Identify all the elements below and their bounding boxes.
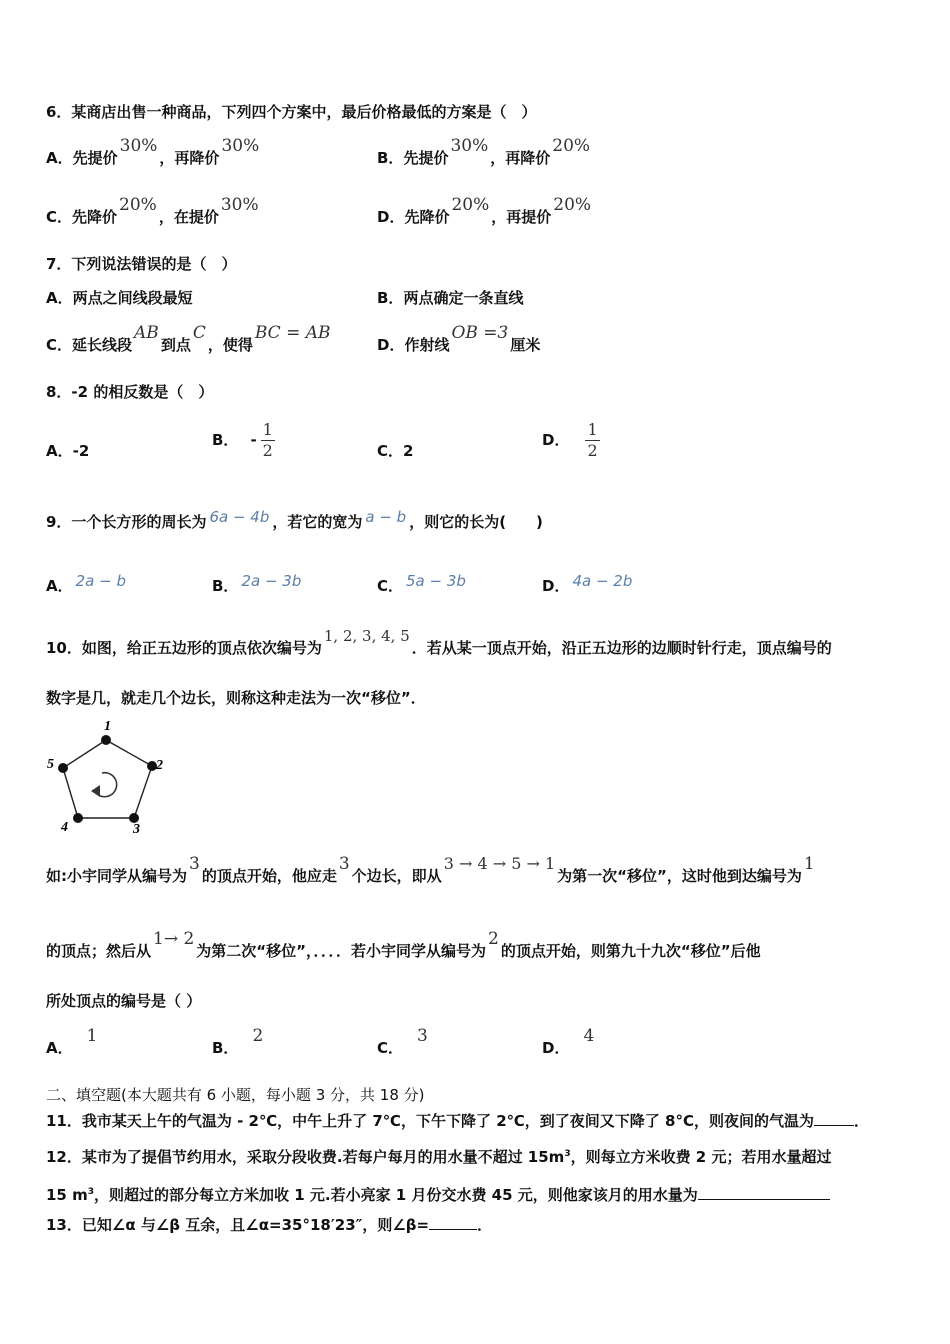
q10-option-d[interactable]: D．4 <box>542 1026 595 1057</box>
q9-option-a[interactable]: A． 2a − b <box>46 572 126 595</box>
q12-answer-blank[interactable] <box>698 1185 830 1200</box>
section-2-heading: 二、填空题(本大题共有 6 小题，每小题 3 分，共 18 分) <box>46 1086 425 1104</box>
vertex-5 <box>58 763 68 773</box>
q13: 13．已知∠α 与∠β 互余，且∠α=35°18′23″，则∠β= ． <box>46 1216 493 1234</box>
vertex-label-4: 4 <box>61 820 68 835</box>
q8-option-c[interactable]: C．2 <box>377 442 414 460</box>
pentagon-figure <box>44 715 174 840</box>
q8-option-b[interactable]: B． - $\frac{1}{2}$ <box>212 420 273 460</box>
pentagon-outline <box>63 740 152 818</box>
q7-option-d[interactable]: D．作射线OB =3厘米 <box>377 323 541 354</box>
q9-stem: 9．一个长方形的周长为 6a − 4b ，若它的宽为 a − b ，则它的长为( ) <box>46 508 543 531</box>
vertex-label-5: 5 <box>47 757 54 772</box>
q12-line-2: 15 $m^3$，则超过的部分每立方米加收 1 元.若小亮家 1 月份交水费 45 元，则他家该月的用水量为 <box>46 1182 830 1205</box>
q10-paragraph-5: 所处顶点的编号是（ ） <box>46 992 202 1010</box>
q7-option-a[interactable]: A．两点之间线段最短 <box>46 289 193 307</box>
q10-paragraph-3: 如:小宇同学从编号为3的顶点开始，他应走3个边长，即从3 → 4 → 5 → 1为第一次“移位”，这时他到达编号为1 <box>46 854 815 885</box>
q8-stem: 8．-2 的相反数是（ ） <box>46 383 214 401</box>
q10-paragraph-1: 10．如图，给正五边形的顶点依次编号为1, 2, 3, 4, 5．若从某一顶点开始，沿正五边形的边顺时针行走，顶点编号的 <box>46 627 832 657</box>
vertex-4 <box>73 813 83 823</box>
q9-option-c[interactable]: C． 5a − 3b <box>377 572 466 595</box>
q6-option-c[interactable]: C．先降价20%，在提价30% <box>46 195 259 226</box>
arrowhead-icon <box>91 785 100 797</box>
q6-option-a[interactable]: A．先提价30%，再降价30% <box>46 136 260 167</box>
vertex-label-1: 1 <box>104 719 111 734</box>
q12-line-1: 12．某市为了提倡节约用水，采取分段收费.若每户每月的用水量不超过 $15m^3$，则每立方米收费 2 元；若用水量超过 <box>46 1148 832 1166</box>
q10-option-b[interactable]: B．2 <box>212 1026 264 1057</box>
q9-option-d[interactable]: D． 4a − 2b <box>542 572 633 595</box>
q7-option-c[interactable]: C．延长线段AB到点C，使得BC = AB <box>46 323 331 354</box>
vertex-1 <box>101 735 111 745</box>
q10-option-c[interactable]: C．3 <box>377 1026 428 1057</box>
q8-option-a[interactable]: A．-2 <box>46 442 90 460</box>
q10-paragraph-2: 数字是几，就走几个边长，则称这种走法为一次“移位”． <box>46 689 426 707</box>
q6-option-d[interactable]: D．先降价20%，再提价20% <box>377 195 592 226</box>
fraction: $\frac{1}{2}$ <box>262 420 273 460</box>
fraction: $\frac{1}{2}$ <box>587 420 598 460</box>
q11: 11．我市某天上午的气温为 - 2℃，中午上升了 7℃，下午下降了 2℃，到了夜间又下降了 8°C，则夜间的气温为 ． <box>46 1112 869 1130</box>
q7-option-b[interactable]: B．两点确定一条直线 <box>377 289 524 307</box>
q7-stem: 7．下列说法错误的是（ ） <box>46 255 237 273</box>
vertex-label-3: 3 <box>133 822 140 837</box>
q10-option-a[interactable]: A．1 <box>46 1026 98 1057</box>
q6-stem: 6．某商店出售一种商品，下列四个方案中，最后价格最低的方案是（ ） <box>46 103 537 121</box>
q9-option-b[interactable]: B． 2a − 3b <box>212 572 302 595</box>
q13-answer-blank[interactable] <box>429 1215 477 1230</box>
vertex-label-2: 2 <box>156 758 163 773</box>
q6-option-b[interactable]: B．先提价30%，再降价20% <box>377 136 591 167</box>
q10-paragraph-4: 的顶点；然后从1→ 2为第二次“移位”，．．．．若小宇同学从编号为2的顶点开始，则第九十九次“移位”后他 <box>46 929 761 960</box>
q8-option-d[interactable]: D． $\frac{1}{2}$ <box>542 420 598 460</box>
q11-answer-blank[interactable] <box>814 1111 854 1126</box>
